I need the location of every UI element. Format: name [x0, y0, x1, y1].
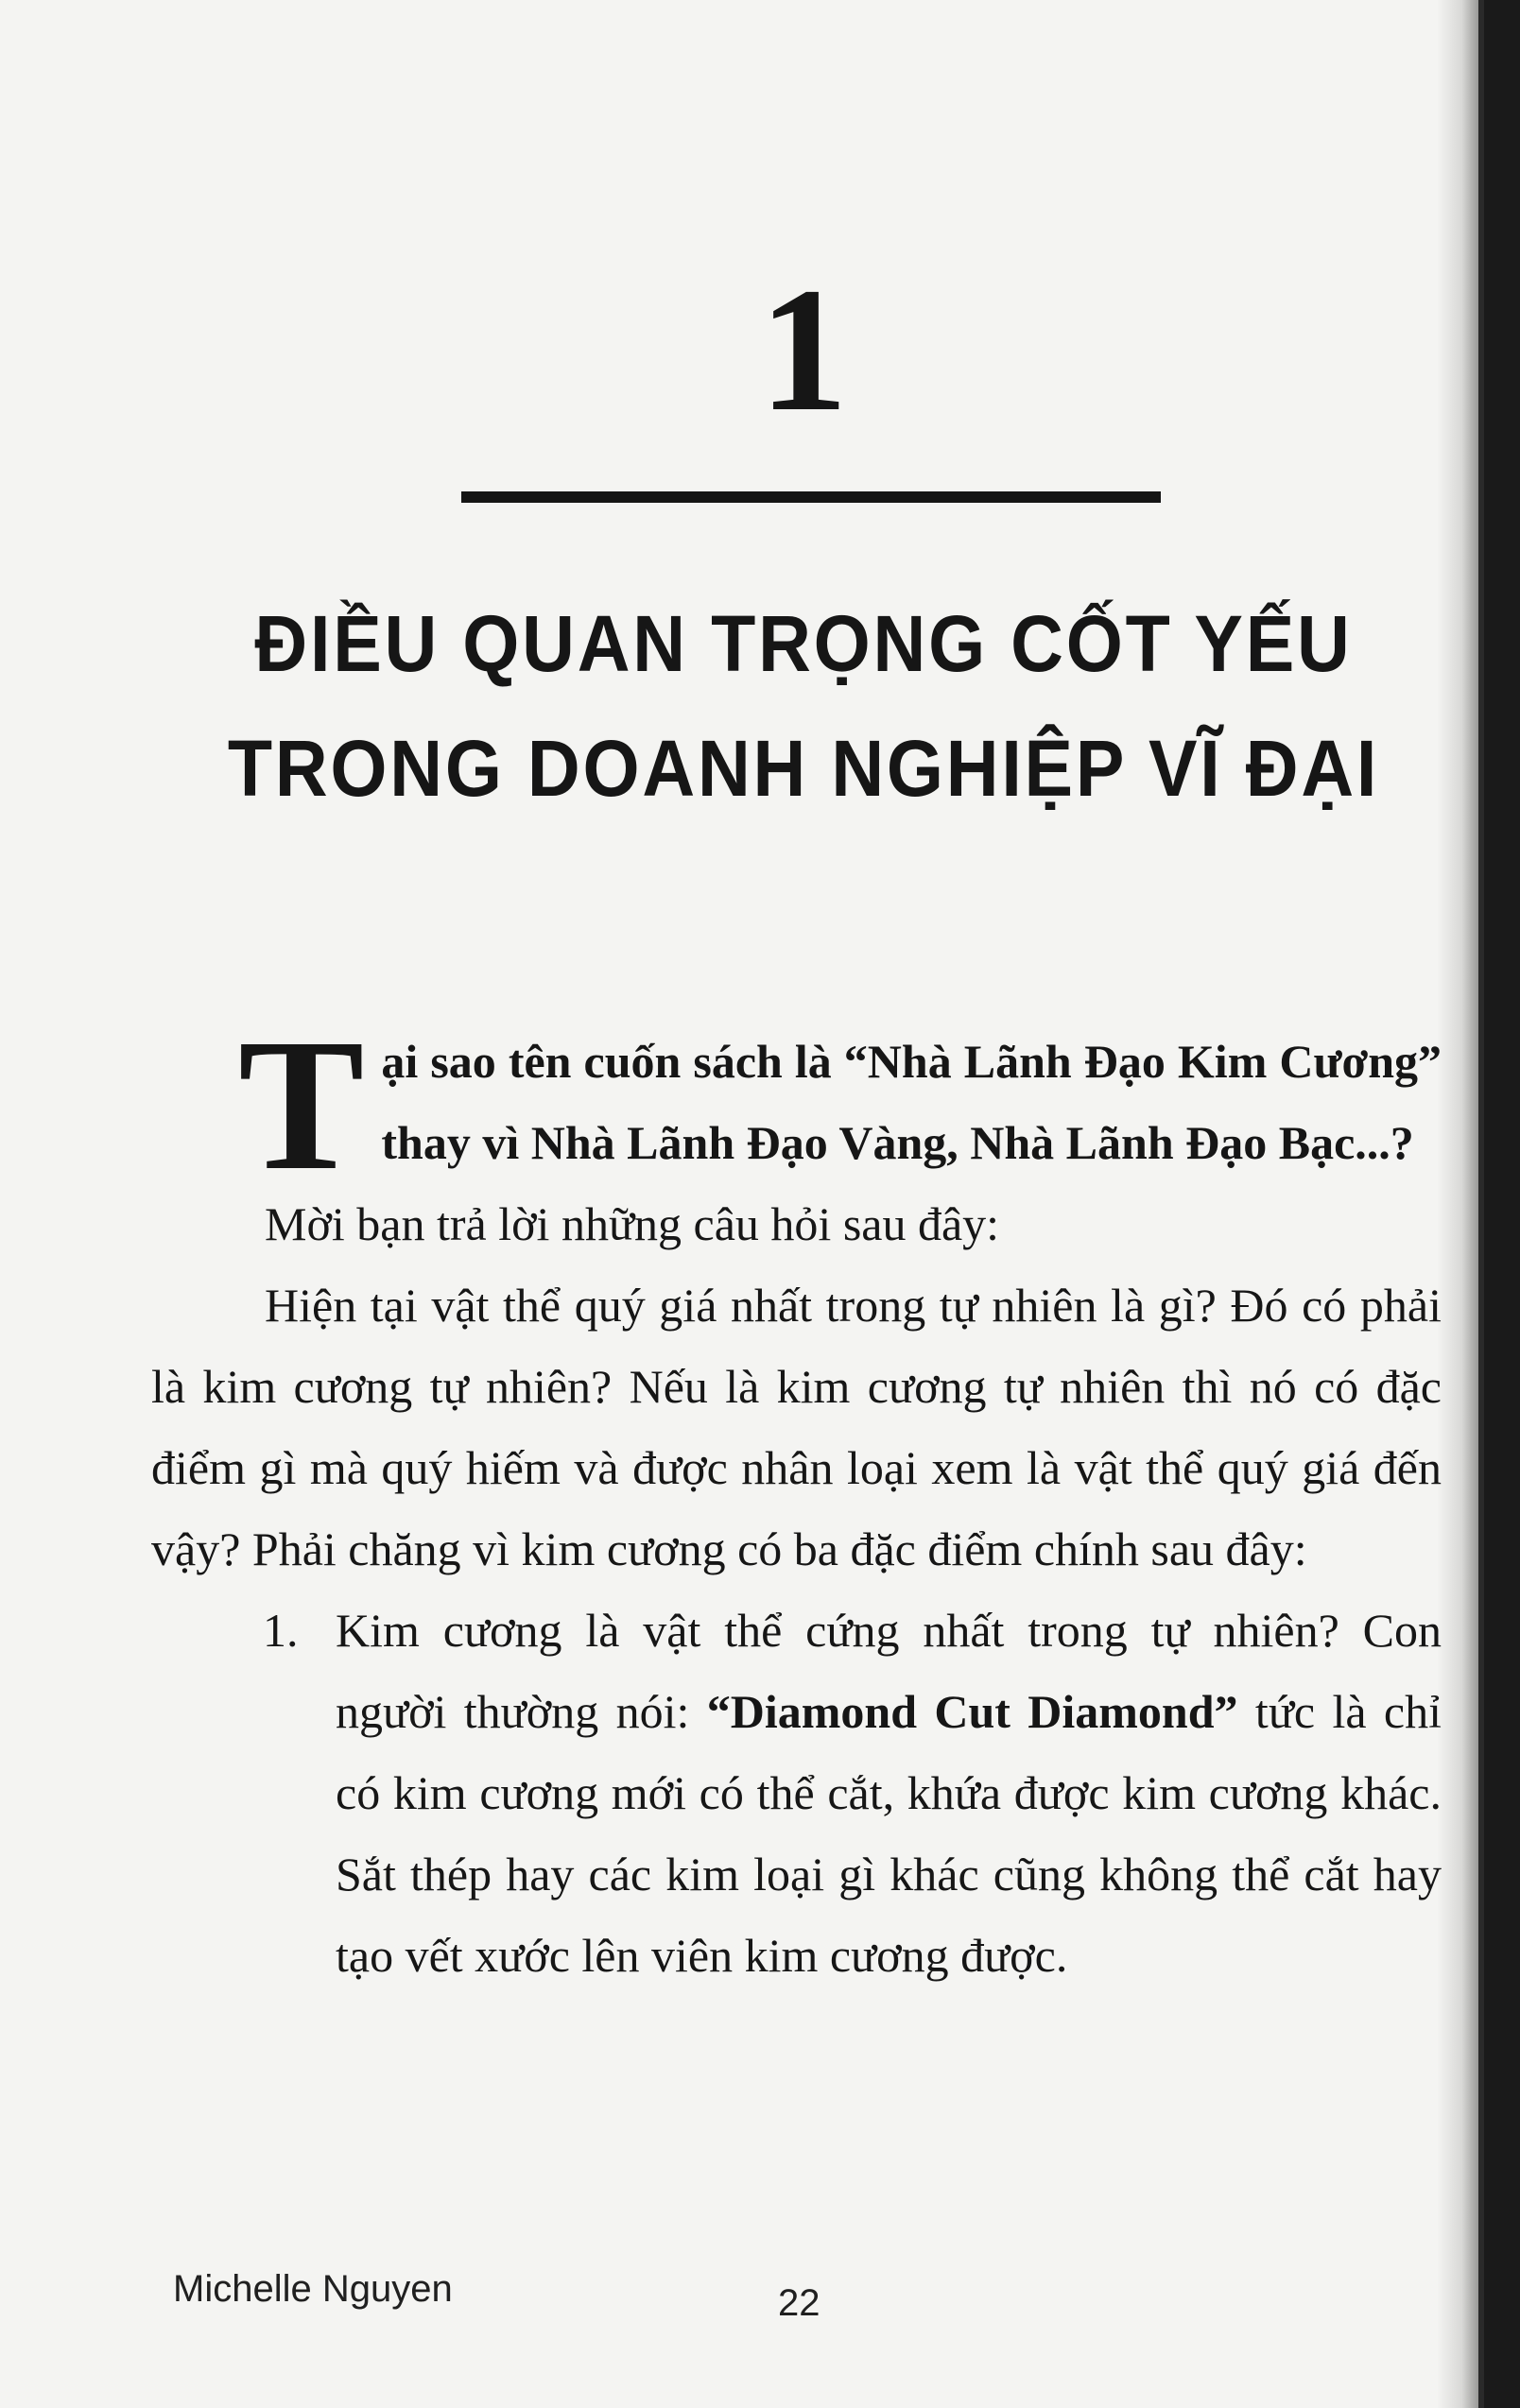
- lead-paragraph: [151, 1001, 1442, 1210]
- chapter-divider: [461, 491, 1161, 503]
- lead-text: ại sao tên cuốn sách là “Nhà Lãnh Đạo Kim Cương” thay vì Nhà Lãnh Đạo Vàng, Nhà Lãnh Đạo Bạc...?: [381, 1035, 1442, 1169]
- drop-cap: T: [238, 1001, 365, 1210]
- list-item-text-before: Kim cương là vật thể cứng nhất trong tự nhiên? Con người thường nói:: [336, 1604, 1442, 1738]
- list-item-emphasis: “Diamond Cut Diamond”: [706, 1685, 1238, 1738]
- chapter-title-line-1: ĐIỀU QUAN TRỌNG CỐT YẾU: [254, 599, 1353, 688]
- chapter-title: [221, 581, 1387, 831]
- paragraph-2: Hiện tại vật thể quý giá nhất trong tự nhiên là gì? Đó có phải là kim cương tự nhiên? Nếu là kim cương tự nhiên thì nó có đặc điểm gì mà quý hiếm và được nhân loại xem là vật thể quý giá đến vậy? Phải chăng vì kim cương có ba đặc điểm chính sau đây:: [151, 1279, 1442, 1575]
- footer-author: Michelle Nguyen: [173, 2268, 453, 2310]
- numbered-list: [151, 1590, 1442, 1996]
- list-item-text-after: tức là chỉ có kim cương mới có thể cắt, khứa được kim cương khác. Sắt thép hay các kim loại gì khác cũng không thể cắt hay tạo vết xước lên viên kim cương được.: [336, 1685, 1442, 1982]
- chapter-number: 1: [759, 250, 848, 448]
- page-number: 22: [778, 2282, 820, 2324]
- chapter-title-line-2: TRONG DOANH NGHIỆP VĨ ĐẠI: [227, 724, 1380, 813]
- list-item-number: 1.: [263, 1604, 299, 1657]
- body-text: [151, 1001, 1442, 1996]
- list-item: [151, 1590, 1442, 1996]
- paragraph-1: Mời bạn trả lời những câu hỏi sau đây:: [265, 1197, 1000, 1250]
